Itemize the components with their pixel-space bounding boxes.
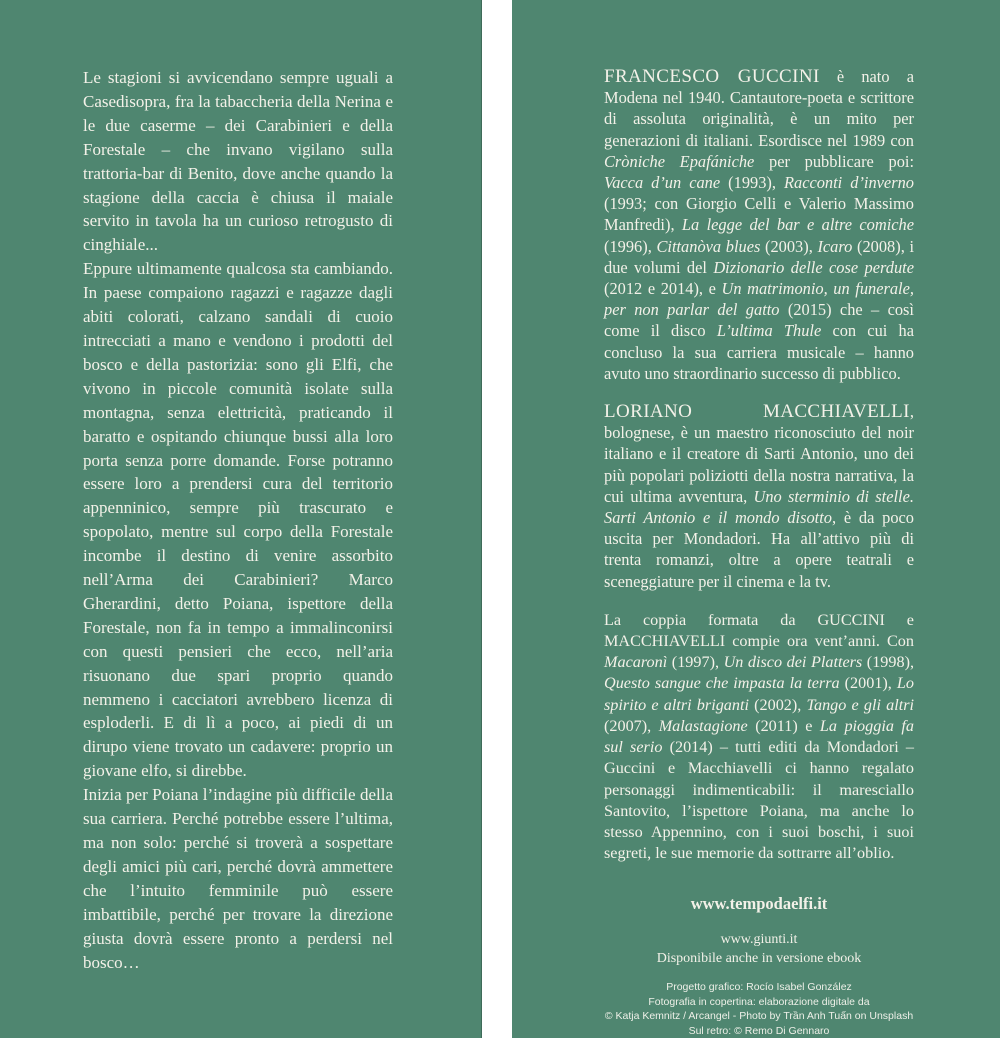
publisher-block	[604, 930, 914, 968]
guccini-bio: FRANCESCO GUCCINI è nato a Modena nel 1940. Cantautore-poeta e scrittore di assoluta originalità, è un mito per generazioni di italiani. Esordisce nel 1989 con Cròniche Epafániche per pubblicare poi: Vacca d’un cane (1993), Racconti d’inverno (1993; con Giorgio Celli e Valerio Massimo Manfredi), La legge del bar e altre comiche (1996), Cittanòva blues (2003), Icaro (2008), i due volumi del Dizionario delle cose perdute (2012 e 2014), e Un matrimonio, un funerale, per non parlar del gatto (2015) che – così come il disco L’ultima Thule con cui ha concluso la sua carriera musicale – hanno avuto uno straordinario successo di pubblico.	[604, 66, 915, 383]
author-name-guccini: FRANCESCO GUCCINI	[604, 66, 820, 87]
credit-line: Progetto grafico: Rocío Isabel González	[666, 981, 852, 994]
author-column	[604, 66, 914, 1038]
left-flap	[0, 0, 482, 1038]
publisher-website-link[interactable]: www.giunti.it	[720, 932, 798, 948]
credit-line: © Katja Kemnitz / Arcangel - Photo by Trần Anh Tuấn on Unsplash	[604, 1010, 914, 1023]
image-credits	[604, 980, 914, 1038]
spine-gap	[482, 0, 512, 1038]
couple-paragraph: La coppia formata da GUCCINI e MACCHIAVELLI compie ora vent’anni. Con Macaronì (1997), Un disco dei Platters (1998), Questo sangue che impasta la terra (2001), Lo spirito e altri briganti (2002), Tango e gli altri (2007), Malastagione (2011) e La pioggia fa sul serio (2014) – tutti editi da Mondadori – Guccini e Macchiavelli ci hanno regalato personaggi indimenticabili: il maresciallo Santovito, l’ispettore Poiana, ma anche lo stesso Appennino, con i suoi boschi, i suoi segreti, le sue memorie da sottrarre all’oblio.	[604, 610, 915, 863]
synopsis-paragraph-2: Eppure ultimamente qualcosa sta cambiando. In paese compaiono ragazzi e ragazze dagli abiti colorati, calzano sandali di cuoio intrecciati a mano e vendono i prodotti del bosco e della pastorizia: sono gli Elfi, che vivono in piccole comunità isolate sulla montagna, senza elettricità, praticando il baratto e ospitando chiunque bussi alla loro porta senza porre domande. Forse potranno essere loro a prendersi cura del territorio appenninico, sempre più trascurato e spopolato, mentre sul corpo della Forestale incombe il destino di venire assorbito nell’Arma dei Carabinieri? Marco Gherardini, detto Poiana, ispettore della Forestale, non fa in tempo a immalinconirsi con questi pensieri che ecco, nell’aria risuonano due spari proprio quando nemmeno i cacciatori avrebbero licenza di esploderli. E di lì a poco, ai piedi di un dirupo viene trovato un cadavere: proprio un giovane elfo, si direbbe.	[83, 259, 393, 781]
right-flap	[512, 0, 1000, 1038]
credit-line: Sul retro: © Remo Di Gennaro	[688, 1024, 830, 1037]
credit-line: Fotografia in copertina: elaborazione digitale da	[648, 995, 870, 1008]
ebook-note: Disponibile anche in versione ebook	[656, 951, 862, 967]
synopsis-text	[83, 66, 393, 974]
book-website-link[interactable]: www.tempodaelfi.it	[690, 894, 828, 914]
author-name-macchiavelli: LORIANO MACCHIAVELLI	[604, 401, 910, 423]
macchiavelli-bio: LORIANO MACCHIAVELLI, bolognese, è un maestro riconosciuto del noir italiano e il creatore di Sarti Antonio, uno dei più popolari poliziotti della nostra narrativa, la cui ultima avventura, Uno sterminio di stelle. Sarti Antonio e il mondo disotto, è da poco uscita per Mondadori. Ha all’attivo più di trenta romanzi, oltre a opere teatrali e sceneggiature per il cinema e la tv.	[604, 401, 914, 591]
synopsis-paragraph-3: Inizia per Poiana l’indagine più difficile della sua carriera. Perché potrebbe essere l’ultima, ma non solo: perché si troverà a sospettare degli amici più cari, perché dovrà ammettere che l’intuito femminile può essere imbattibile, perché per trovare la direzione giusta dovrà essere pronto a perdersi nel bosco…	[83, 785, 393, 972]
synopsis-paragraph-1: Le stagioni si avvicendano sempre uguali a Casedisopra, fra la tabaccheria della Nerina e le due caserme – dei Carabinieri e della Forestale – che invano vigilano sulla trattoria-bar di Benito, dove anche quando la stagione della caccia è chiusa il maiale servito in tavola ha un curioso retrogusto di cinghiale...	[83, 68, 393, 255]
